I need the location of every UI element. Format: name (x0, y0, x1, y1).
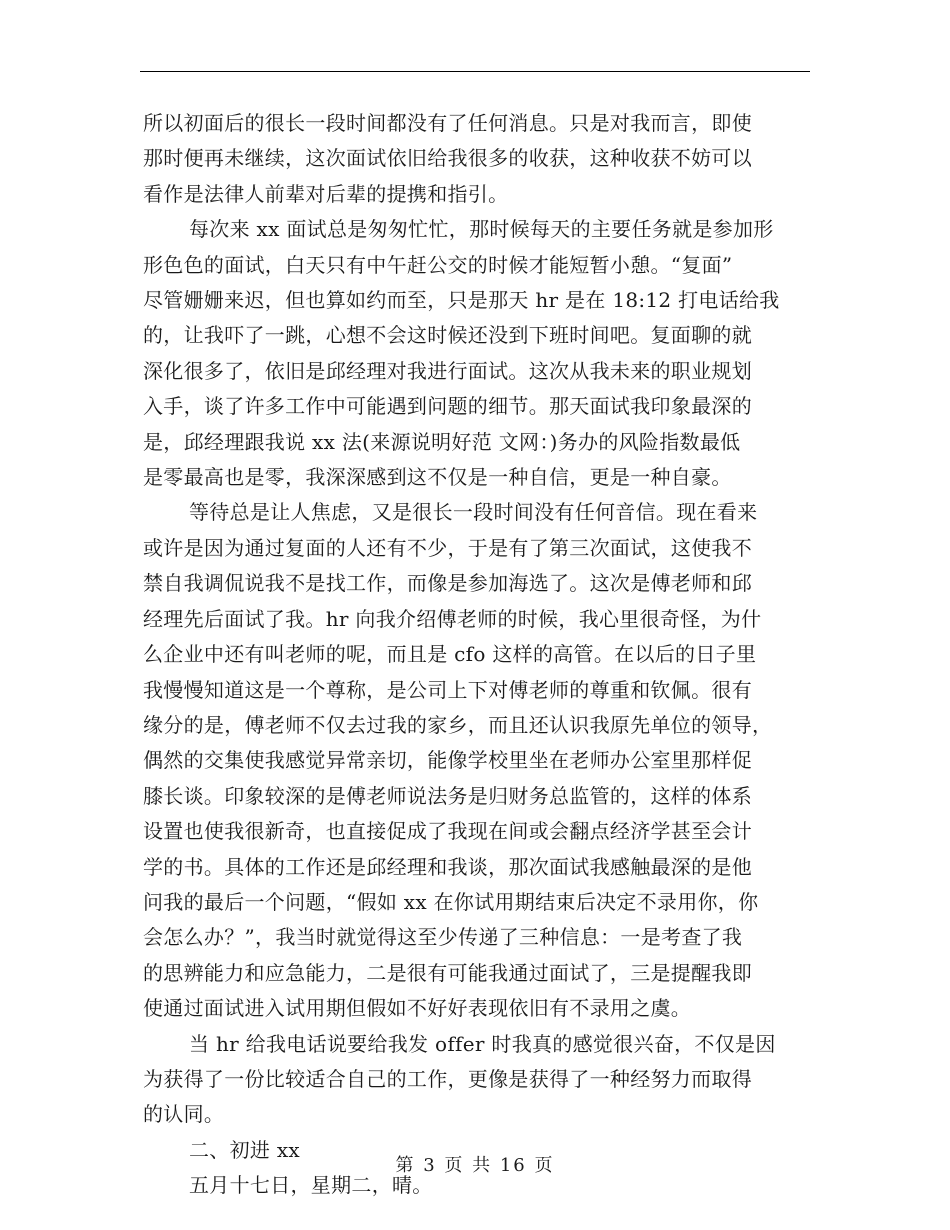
text-line: 学的书。具体的工作还是邱经理和我谈，那次面试我感触最深的是他 (143, 854, 752, 879)
text-line: 那时便再未继续，这次面试依旧给我很多的收获，这种收获不妨可以 (143, 146, 752, 171)
text-line: 形色色的面试，白天只有中午赶公交的时候才能短暂小憩。“复面” (143, 252, 733, 277)
text-line: 所以初面后的很长一段时间都没有了任何消息。只是对我而言，即使 (143, 111, 752, 135)
text-line: 二、初进 xx (189, 1137, 301, 1162)
text-line: 偶然的交集使我感觉异常亲切，能像学校里坐在老师办公室里那样促 (143, 748, 752, 773)
text-line: 膝长谈。印象较深的是傅老师说法务是归财务总监管的，这样的体系 (143, 783, 752, 808)
text-line: 会怎么办？”，我当时就觉得这至少传递了三种信息：一是考查了我 (143, 925, 743, 950)
text-line: 的思辨能力和应急能力，二是很有可能我通过面试了，三是提醒我即 (143, 960, 752, 985)
text-line: 入手，谈了许多工作中可能遇到问题的细节。那天面试我印象最深的 (143, 394, 752, 419)
page-footer (0, 1151, 950, 1177)
text-line: 问我的最后一个问题，“假如 xx 在你试用期结束后决定不录用你，你 (143, 889, 759, 914)
text-line: 或许是因为通过复面的人还有不少，于是有了第三次面试，这使我不 (143, 535, 752, 560)
document-body (143, 106, 813, 1204)
header-rule (140, 71, 810, 72)
page-number-label: 第 3 页 共 16 页 (395, 1155, 555, 1176)
text-line: 每次来 xx 面试总是匆匆忙忙，那时候每天的主要任务就是参加形 (189, 217, 774, 242)
text-line: 使通过面试进入试用期但假如不好好表现依旧有不录用之虞。 (143, 996, 692, 1021)
text-line: 经理先后面试了我。hr 向我介绍傅老师的时候，我心里很奇怪，为什 (143, 606, 762, 631)
text-line: 等待总是让人焦虑，又是很长一段时间没有任何音信。现在看来 (189, 500, 758, 525)
text-line: 的认同。 (143, 1102, 225, 1127)
paragraph (143, 495, 813, 1026)
paragraph (143, 212, 813, 495)
text-line: 五月十七日，星期二，晴。 (189, 1173, 433, 1198)
text-line: 的，让我吓了一跳，心想不会这时候还没到下班时间吧。复面聊的就 (143, 323, 752, 348)
text-line: 为获得了一份比较适合自己的工作，更像是获得了一种经努力而取得 (143, 1066, 752, 1091)
text-line: 看作是法律人前辈对后辈的提携和指引。 (143, 181, 509, 206)
text-line: 禁自我调侃说我不是找工作，而像是参加海选了。这次是傅老师和邱 (143, 571, 752, 596)
text-line: 深化很多了，依旧是邱经理对我进行面试。这次从我未来的职业规划 (143, 358, 752, 383)
text-line: 么企业中还有叫老师的呢，而且是 cfo 这样的高管。在以后的日子里 (143, 642, 757, 667)
text-line: 我慢慢知道这是一个尊称，是公司上下对傅老师的尊重和钦佩。很有 (143, 677, 752, 702)
text-line: 设置也使我很新奇，也直接促成了我现在间或会翻点经济学甚至会计 (143, 819, 752, 844)
paragraph (143, 106, 813, 212)
text-line: 当 hr 给我电话说要给我发 offer 时我真的感觉很兴奋，不仅是因 (189, 1031, 776, 1056)
text-line: 缘分的是，傅老师不仅去过我的家乡，而且还认识我原先单位的领导， (143, 712, 773, 737)
paragraph (143, 1027, 813, 1133)
text-line: 是零最高也是零，我深深感到这不仅是一种自信，更是一种自豪。 (143, 465, 732, 490)
text-line: 是，邱经理跟我说 xx 法(来源说明好范 文网：)务办的风险指数最低 (143, 429, 741, 454)
text-line: 尽管姗姗来迟，但也算如约而至，只是那天 hr 是在 18:12 打电话给我 (143, 288, 780, 313)
